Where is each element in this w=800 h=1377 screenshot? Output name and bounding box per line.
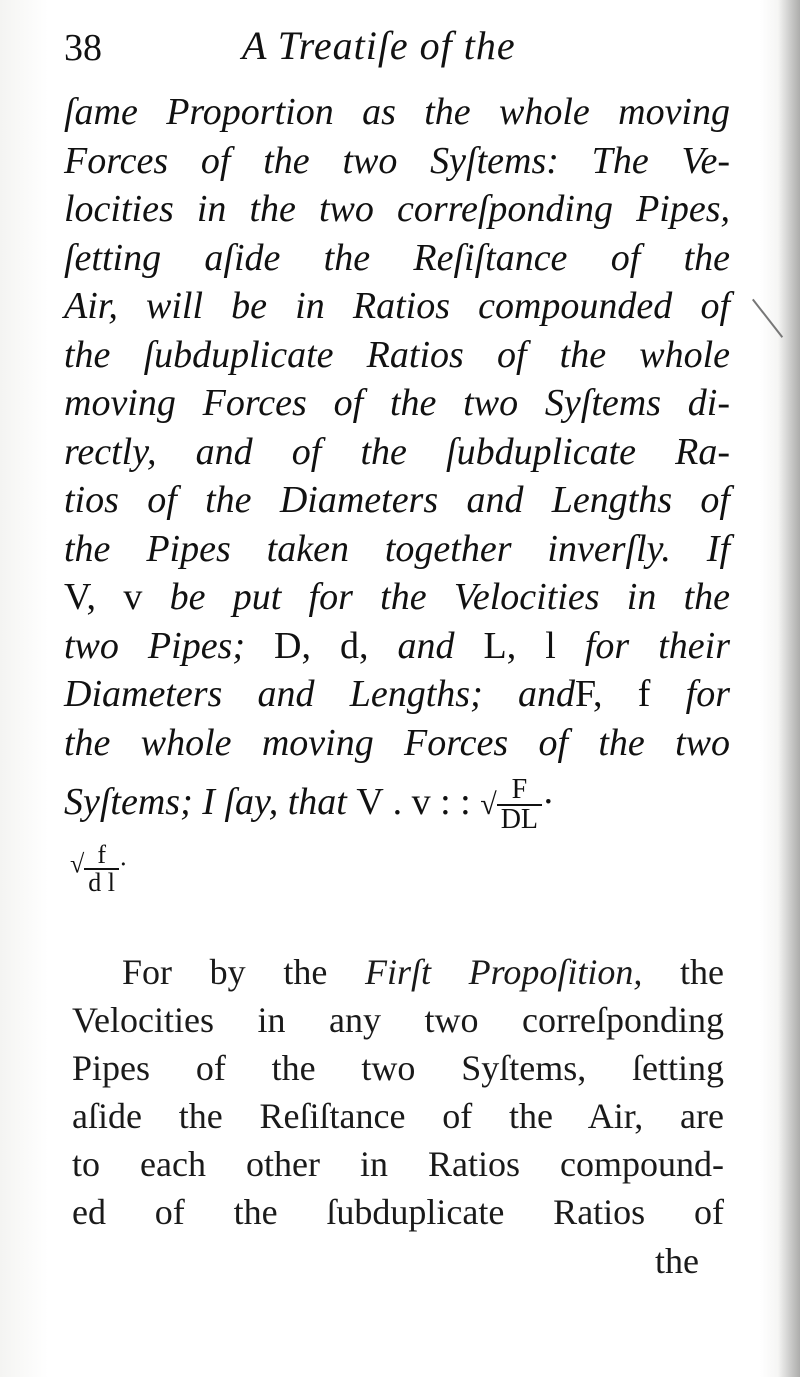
numerator: F	[511, 774, 528, 806]
line-text: and	[517, 673, 575, 715]
catchword: the	[655, 1241, 699, 1281]
second-radical	[70, 842, 128, 896]
text-line: rectly, and of the ſubduplicate Ra-	[64, 430, 730, 473]
text-line: ſame Proportion as the whole moving	[64, 91, 730, 133]
text-line: Air, will be in Ratios compounded of	[64, 285, 730, 327]
running-title: A Treatiſe of the	[242, 23, 516, 68]
text-line: locities in the two correſponding Pipes,	[64, 188, 730, 230]
text-line	[64, 573, 730, 622]
line-text: and	[368, 624, 484, 667]
dot-separator: ·	[542, 781, 555, 823]
radical-sign: √	[70, 849, 85, 879]
text-line	[64, 670, 730, 719]
text-line: to each other in Ratios compound-	[72, 1144, 724, 1184]
numerator: f	[97, 840, 106, 869]
text-line: the whole moving Forces of the two	[64, 721, 730, 764]
page-number: 38	[64, 27, 102, 69]
italic-phrase: Firſt Propoſition,	[365, 952, 643, 992]
variables-v: V, v	[64, 576, 143, 618]
fraction	[497, 776, 542, 834]
text-line: tios of the Diameters and Lengths of	[64, 479, 730, 521]
text-line: Pipes of the two Syſtems, ſetting	[72, 1048, 724, 1088]
text-line: moving Forces of the two Syſtems di-	[64, 382, 730, 424]
line-text: for their	[555, 624, 730, 667]
variables-f: F, f	[574, 673, 651, 715]
page-edge-shadow	[778, 0, 800, 1377]
fraction	[84, 842, 119, 896]
text-line: aſide the Reſiſtance of the Air, are	[72, 1096, 724, 1136]
radical-sign: √	[480, 788, 497, 821]
denominator: DL	[497, 804, 542, 834]
text-line: the ſubduplicate Ratios of the whole	[64, 333, 730, 376]
line-text: for	[650, 673, 730, 715]
text-line: ed of the ſubduplicate Ratios of	[72, 1192, 724, 1232]
text-line: the Pipes taken together inverſly. If	[64, 527, 730, 570]
italic-paragraph	[64, 88, 730, 837]
text-line: ſetting aſide the Reſiſtance of the	[64, 236, 730, 279]
text-line	[64, 622, 730, 671]
text-line: For by the Firſt Propoſition, the	[122, 952, 724, 992]
line-text: Syſtems; I ſay, that	[64, 781, 357, 823]
variables-d: D, d,	[274, 624, 369, 667]
formula-line	[64, 767, 730, 837]
text-line: Velocities in any two correſponding	[72, 1000, 724, 1040]
text-line: Forces of the two Syſtems: The Ve-	[64, 139, 730, 182]
variables-l: L, l	[483, 624, 556, 667]
roman-paragraph	[72, 948, 724, 1236]
denominator: d l	[84, 868, 119, 896]
ratio-text: V . v : :	[356, 781, 481, 823]
page-header	[62, 18, 752, 78]
line-text: be put for the Velocities in the	[142, 576, 731, 618]
line-text: two Pipes;	[64, 624, 275, 667]
line-text: Diameters and Lengths;	[64, 673, 518, 715]
end-dot: ·	[119, 849, 128, 879]
